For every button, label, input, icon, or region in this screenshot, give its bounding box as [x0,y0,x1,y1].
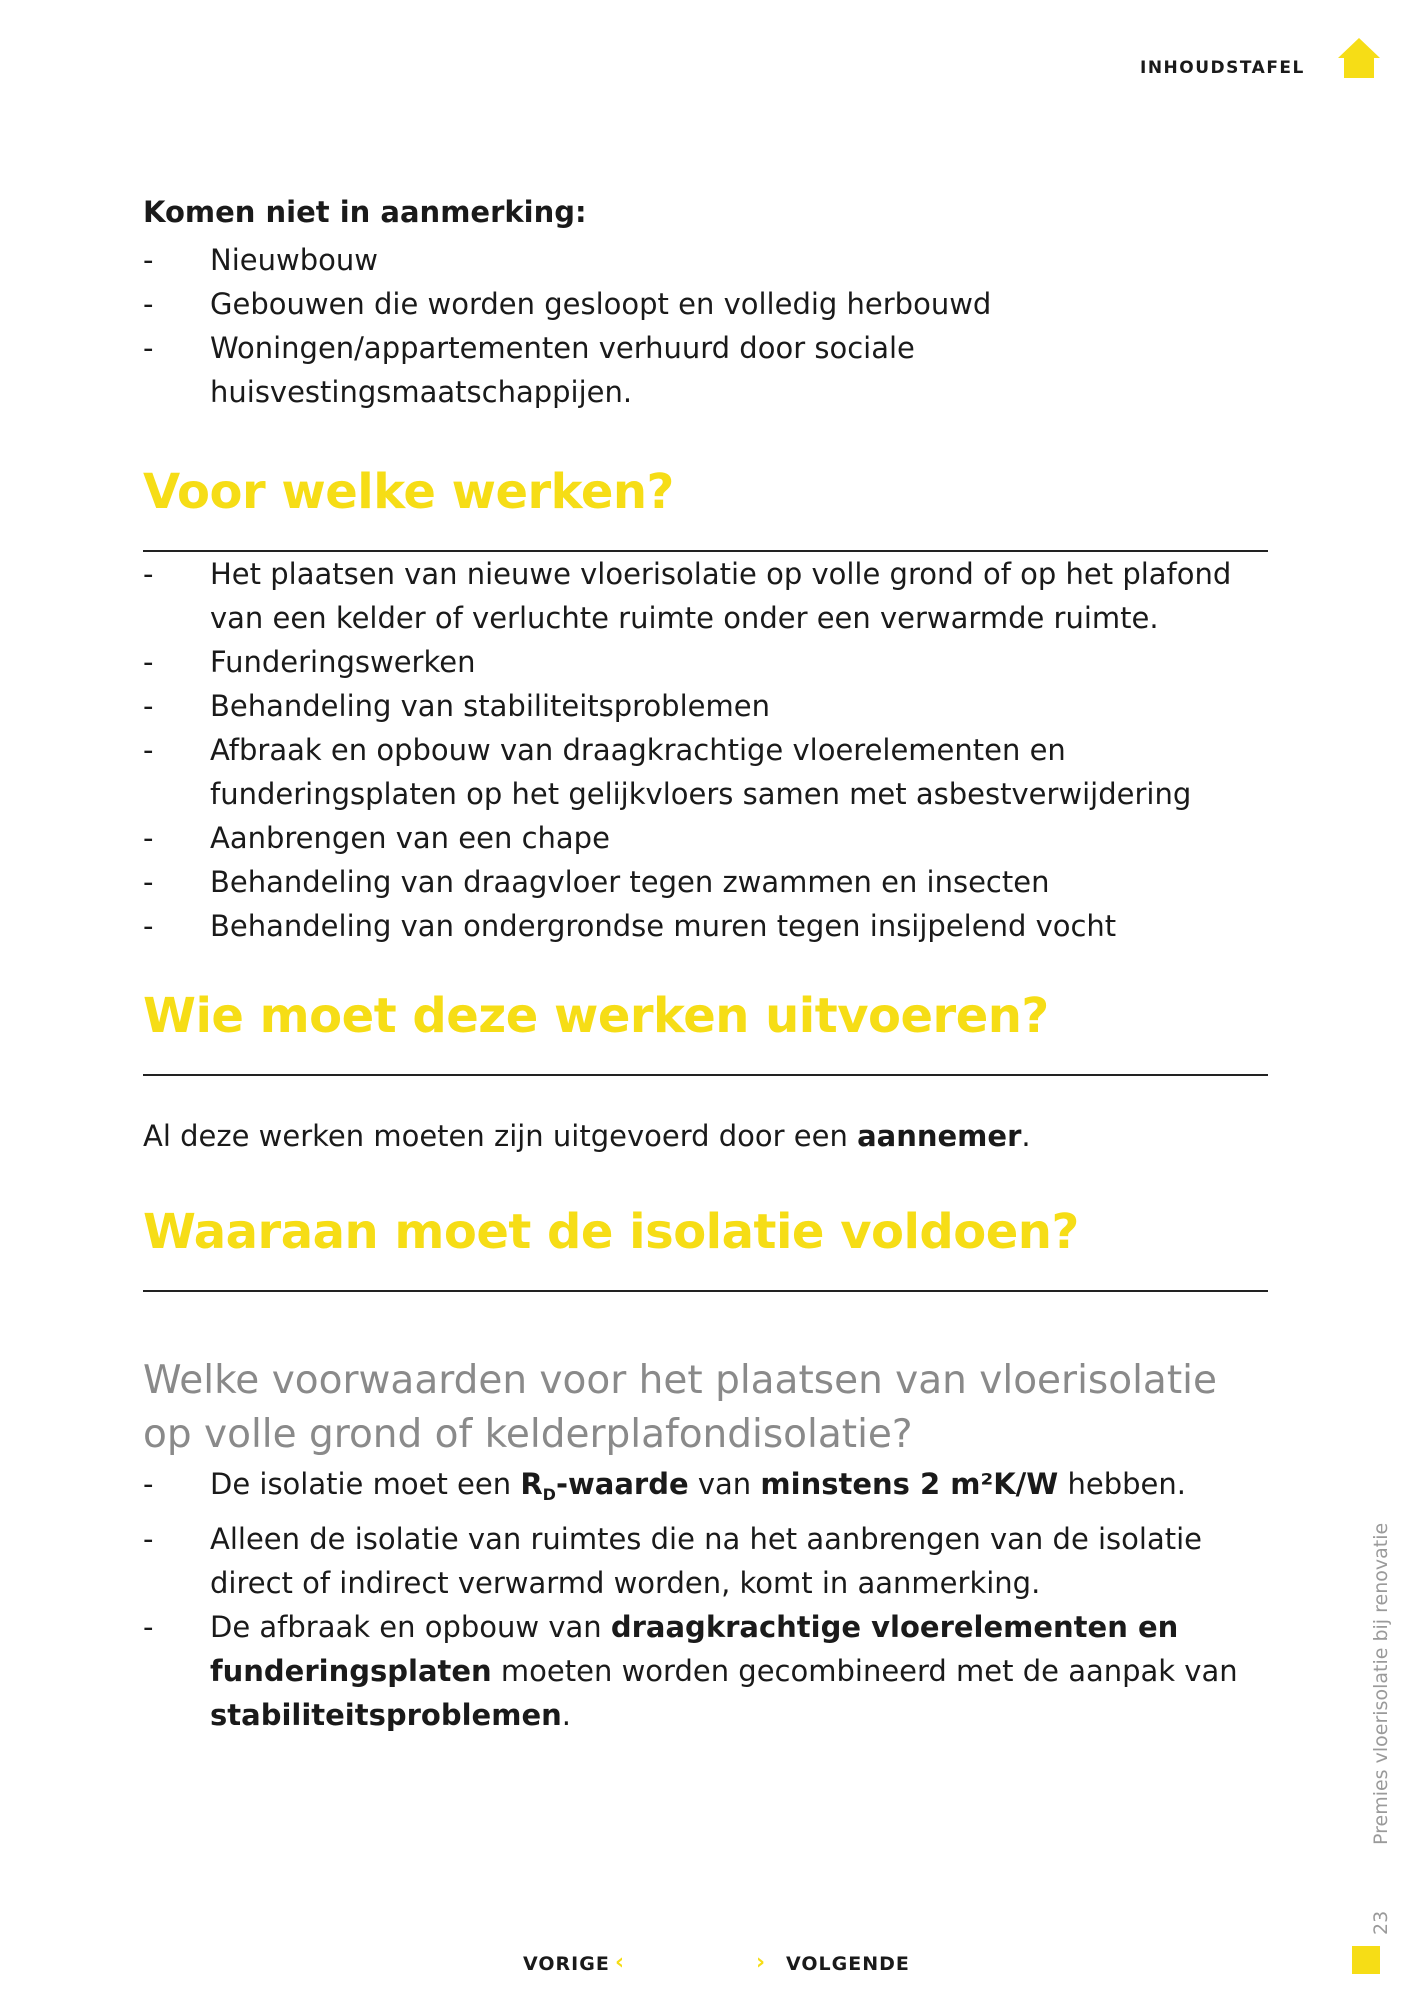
list-item: - Aanbrengen van een chape [143,821,610,855]
page-number: 23 [1370,1910,1392,1935]
list-item: - Nieuwbouw [143,243,378,277]
list-item: - Gebouwen die worden gesloopt en volledig herbouwd [143,287,992,321]
requirements-subheading: Welke voorwaarden voor het plaatsen van vloerisolatie op volle grond of kelderplafondisolatie? [143,1358,1217,1457]
section-title-works: Voor welke werken? [143,464,674,520]
chevron-left-icon: ‹ [615,1950,626,1975]
section-title-requirements: Waaraan moet de isolatie voldoen? [143,1204,1079,1260]
contractor-paragraph: Al deze werken moeten zijn uitgevoerd door een aannemer. [143,1119,1031,1153]
page-content [143,190,1268,1737]
list-item: - Behandeling van draagvloer tegen zwammen en insecten [143,865,1050,899]
list-item: - Woningen/appartementen verhuurd door sociale huisvestingsmaatschappijen. [143,331,915,409]
house-icon[interactable] [1336,36,1382,82]
next-button[interactable] [756,1950,910,1975]
list-item: - Het plaatsen van nieuwe vloerisolatie op volle grond of op het plafond van een kelder of verluchte ruimte onder een verwarmde ruimte. [143,557,1232,635]
not-eligible-heading: Komen niet in aanmerking: [143,195,587,229]
list-item: - De afbraak en opbouw van draagkrachtige vloerelementen en funderingsplaten moeten worden gecombineerd met de aanpak van stabiliteitsproblemen. [143,1610,1238,1732]
list-item: - Funderingswerken [143,645,476,679]
list-item: - Behandeling van ondergrondse muren tegen insijpelend vocht [143,909,1117,943]
chevron-right-icon: › [756,1950,767,1975]
page-marker [1352,1946,1380,1974]
not-eligible-list [143,238,1268,414]
list-item: - Afbraak en opbouw van draagkrachtige vloerelementen en funderingsplaten op het gelijkvloers samen met asbestverwijdering [143,733,1192,811]
works-list [143,552,1268,948]
list-item: - Alleen de isolatie van ruimtes die na het aanbrengen van de isolatie direct of indirect verwarmd worden, komt in aanmerking. [143,1522,1203,1600]
previous-button[interactable] [523,1950,626,1975]
previous-label: VORIGE [523,1953,610,1975]
divider [143,1290,1268,1292]
section-title-who: Wie moet deze werken uitvoeren? [143,988,1049,1044]
toc-link[interactable]: INHOUDSTAFEL [1140,58,1305,78]
list-item: - Behandeling van stabiliteitsproblemen [143,689,770,723]
document-title-side-label: Premies vloerisolatie bij renovatie [1370,1522,1392,1845]
list-item: - De isolatie moet een $R_D$-waarde van minstens 2 m²K/W hebben. [143,1467,1186,1504]
divider [143,1074,1268,1076]
next-label: VOLGENDE [786,1953,910,1975]
requirements-list [143,1462,1268,1737]
